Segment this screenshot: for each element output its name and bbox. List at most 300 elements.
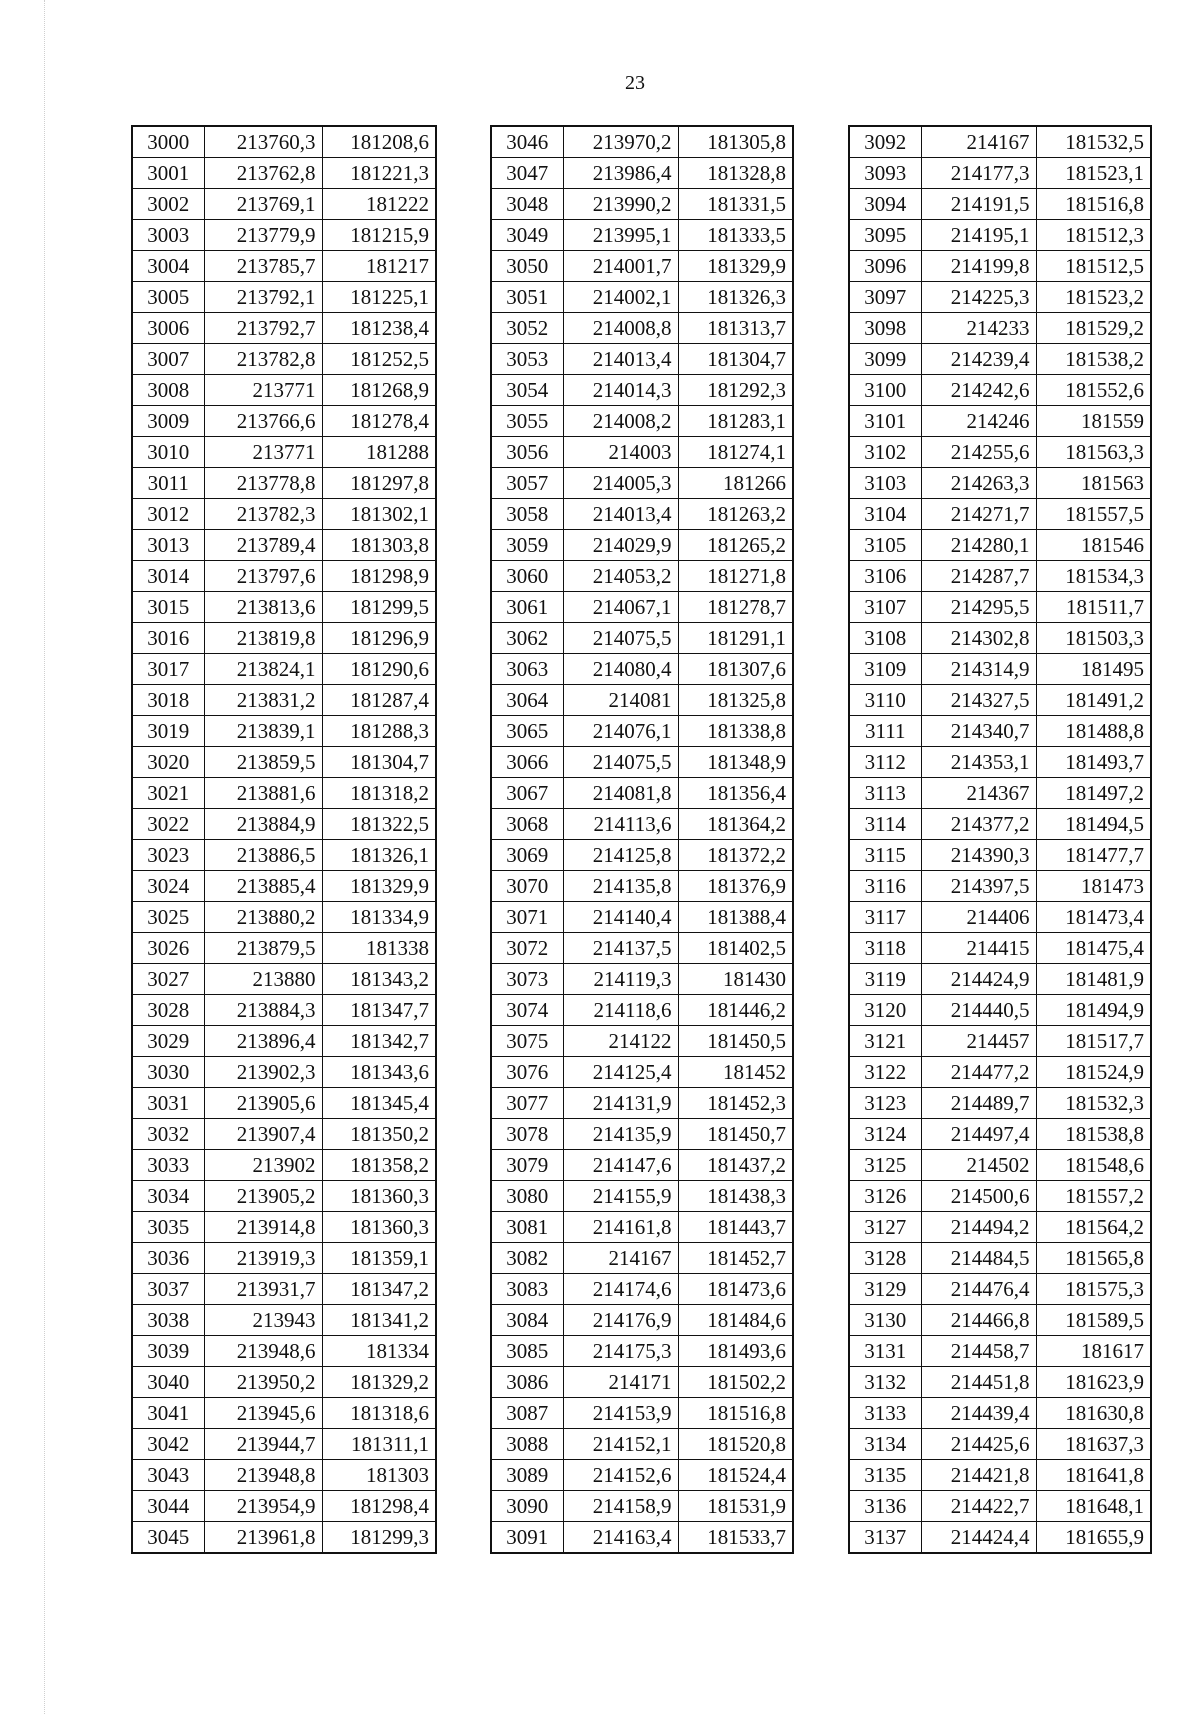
- y-coordinate-cell: 181552,6: [1036, 375, 1151, 406]
- point-number-cell: 3107: [849, 592, 921, 623]
- point-number-cell: 3063: [491, 654, 563, 685]
- x-coordinate-cell: 214451,8: [921, 1367, 1036, 1398]
- y-coordinate-cell: 181477,7: [1036, 840, 1151, 871]
- y-coordinate-cell: 181342,7: [322, 1026, 436, 1057]
- x-coordinate-cell: 213943: [204, 1305, 322, 1336]
- point-number-cell: 3108: [849, 623, 921, 654]
- y-coordinate-cell: 181338,8: [678, 716, 793, 747]
- point-number-cell: 3057: [491, 468, 563, 499]
- point-number-cell: 3000: [132, 126, 204, 158]
- x-coordinate-cell: 214353,1: [921, 747, 1036, 778]
- point-number-cell: 3010: [132, 437, 204, 468]
- x-coordinate-cell: 214484,5: [921, 1243, 1036, 1274]
- y-coordinate-cell: 181334,9: [322, 902, 436, 933]
- point-number-cell: 3089: [491, 1460, 563, 1491]
- y-coordinate-cell: 181215,9: [322, 220, 436, 251]
- point-number-cell: 3046: [491, 126, 563, 158]
- x-coordinate-cell: 214113,6: [563, 809, 678, 840]
- x-coordinate-cell: 213880,2: [204, 902, 322, 933]
- y-coordinate-cell: 181325,8: [678, 685, 793, 716]
- x-coordinate-cell: 214263,3: [921, 468, 1036, 499]
- x-coordinate-cell: 213785,7: [204, 251, 322, 282]
- table-row: [132, 1522, 436, 1554]
- point-number-cell: 3030: [132, 1057, 204, 1088]
- x-coordinate-cell: 214424,9: [921, 964, 1036, 995]
- table-row: [132, 592, 436, 623]
- x-coordinate-cell: 213986,4: [563, 158, 678, 189]
- table-row: [132, 654, 436, 685]
- point-number-cell: 3025: [132, 902, 204, 933]
- point-number-cell: 3088: [491, 1429, 563, 1460]
- point-number-cell: 3045: [132, 1522, 204, 1554]
- y-coordinate-cell: 181512,3: [1036, 220, 1151, 251]
- x-coordinate-cell: 214013,4: [563, 499, 678, 530]
- x-coordinate-cell: 213884,9: [204, 809, 322, 840]
- table-row: [849, 437, 1151, 468]
- point-number-cell: 3064: [491, 685, 563, 716]
- table-row: [849, 933, 1151, 964]
- y-coordinate-cell: 181225,1: [322, 282, 436, 313]
- table-row: [849, 1522, 1151, 1554]
- table-row: [491, 1026, 793, 1057]
- table-row: [491, 1460, 793, 1491]
- point-number-cell: 3112: [849, 747, 921, 778]
- x-coordinate-cell: 213905,2: [204, 1181, 322, 1212]
- point-number-cell: 3016: [132, 623, 204, 654]
- y-coordinate-cell: 181516,8: [678, 1398, 793, 1429]
- x-coordinate-cell: 213905,6: [204, 1088, 322, 1119]
- y-coordinate-cell: 181497,2: [1036, 778, 1151, 809]
- table-row: [132, 1026, 436, 1057]
- y-coordinate-cell: 181534,3: [1036, 561, 1151, 592]
- y-coordinate-cell: 181494,5: [1036, 809, 1151, 840]
- table-row: [849, 220, 1151, 251]
- x-coordinate-cell: 214246: [921, 406, 1036, 437]
- table-row: [491, 437, 793, 468]
- x-coordinate-cell: 213950,2: [204, 1367, 322, 1398]
- y-coordinate-cell: 181512,5: [1036, 251, 1151, 282]
- table-row: [132, 251, 436, 282]
- y-coordinate-cell: 181268,9: [322, 375, 436, 406]
- x-coordinate-cell: 213778,8: [204, 468, 322, 499]
- table-row: [132, 375, 436, 406]
- point-number-cell: 3090: [491, 1491, 563, 1522]
- point-number-cell: 3039: [132, 1336, 204, 1367]
- table-row: [132, 1398, 436, 1429]
- x-coordinate-cell: 214500,6: [921, 1181, 1036, 1212]
- x-coordinate-cell: 214135,9: [563, 1119, 678, 1150]
- y-coordinate-cell: 181304,7: [322, 747, 436, 778]
- x-coordinate-cell: 213907,4: [204, 1119, 322, 1150]
- table-row: [849, 1026, 1151, 1057]
- table-row: [849, 778, 1151, 809]
- table-row: [132, 1305, 436, 1336]
- point-number-cell: 3102: [849, 437, 921, 468]
- table-row: [491, 1243, 793, 1274]
- point-number-cell: 3037: [132, 1274, 204, 1305]
- x-coordinate-cell: 214302,8: [921, 623, 1036, 654]
- y-coordinate-cell: 181360,3: [322, 1181, 436, 1212]
- table-row: [132, 716, 436, 747]
- x-coordinate-cell: 214008,2: [563, 406, 678, 437]
- point-number-cell: 3097: [849, 282, 921, 313]
- x-coordinate-cell: 214476,4: [921, 1274, 1036, 1305]
- y-coordinate-cell: 181450,7: [678, 1119, 793, 1150]
- coordinate-table-3: [848, 125, 1152, 1554]
- y-coordinate-cell: 181347,7: [322, 995, 436, 1026]
- table-row: [849, 126, 1151, 158]
- table-row: [491, 344, 793, 375]
- x-coordinate-cell: 214125,4: [563, 1057, 678, 1088]
- table-row: [132, 437, 436, 468]
- x-coordinate-cell: 213902: [204, 1150, 322, 1181]
- table-row: [132, 1274, 436, 1305]
- x-coordinate-cell: 213789,4: [204, 530, 322, 561]
- table-row: [491, 530, 793, 561]
- x-coordinate-cell: 214225,3: [921, 282, 1036, 313]
- table-row: [849, 1274, 1151, 1305]
- point-number-cell: 3041: [132, 1398, 204, 1429]
- table-row: [132, 747, 436, 778]
- table-row: [849, 654, 1151, 685]
- x-coordinate-cell: 213779,9: [204, 220, 322, 251]
- y-coordinate-cell: 181329,9: [322, 871, 436, 902]
- y-coordinate-cell: 181376,9: [678, 871, 793, 902]
- table-row: [132, 468, 436, 499]
- x-coordinate-cell: 213914,8: [204, 1212, 322, 1243]
- table-row: [849, 1460, 1151, 1491]
- x-coordinate-cell: 214340,7: [921, 716, 1036, 747]
- x-coordinate-cell: 214466,8: [921, 1305, 1036, 1336]
- y-coordinate-cell: 181538,8: [1036, 1119, 1151, 1150]
- table-row: [491, 220, 793, 251]
- x-coordinate-cell: 214367: [921, 778, 1036, 809]
- point-number-cell: 3115: [849, 840, 921, 871]
- x-coordinate-cell: 214167: [563, 1243, 678, 1274]
- y-coordinate-cell: 181326,3: [678, 282, 793, 313]
- x-coordinate-cell: 213792,1: [204, 282, 322, 313]
- point-number-cell: 3055: [491, 406, 563, 437]
- point-number-cell: 3134: [849, 1429, 921, 1460]
- point-number-cell: 3109: [849, 654, 921, 685]
- table-row: [849, 251, 1151, 282]
- x-coordinate-cell: 214477,2: [921, 1057, 1036, 1088]
- table-row: [132, 623, 436, 654]
- point-number-cell: 3061: [491, 592, 563, 623]
- point-number-cell: 3124: [849, 1119, 921, 1150]
- x-coordinate-cell: 213896,4: [204, 1026, 322, 1057]
- table-row: [849, 313, 1151, 344]
- y-coordinate-cell: 181331,5: [678, 189, 793, 220]
- x-coordinate-cell: 213762,8: [204, 158, 322, 189]
- x-coordinate-cell: 214390,3: [921, 840, 1036, 871]
- table-row: [491, 1491, 793, 1522]
- x-coordinate-cell: 214489,7: [921, 1088, 1036, 1119]
- x-coordinate-cell: 214122: [563, 1026, 678, 1057]
- y-coordinate-cell: 181343,2: [322, 964, 436, 995]
- point-number-cell: 3082: [491, 1243, 563, 1274]
- y-coordinate-cell: 181523,2: [1036, 282, 1151, 313]
- table-row: [849, 809, 1151, 840]
- y-coordinate-cell: 181488,8: [1036, 716, 1151, 747]
- y-coordinate-cell: 181531,9: [678, 1491, 793, 1522]
- x-coordinate-cell: 213944,7: [204, 1429, 322, 1460]
- x-coordinate-cell: 214080,4: [563, 654, 678, 685]
- point-number-cell: 3111: [849, 716, 921, 747]
- y-coordinate-cell: 181529,2: [1036, 313, 1151, 344]
- point-number-cell: 3096: [849, 251, 921, 282]
- point-number-cell: 3101: [849, 406, 921, 437]
- table-row: [132, 995, 436, 1026]
- table-row: [491, 561, 793, 592]
- table-row: [491, 1367, 793, 1398]
- table-row: [491, 1150, 793, 1181]
- x-coordinate-cell: 214135,8: [563, 871, 678, 902]
- x-coordinate-cell: 214175,3: [563, 1336, 678, 1367]
- table-row: [849, 468, 1151, 499]
- x-coordinate-cell: 214158,9: [563, 1491, 678, 1522]
- table-row: [132, 282, 436, 313]
- y-coordinate-cell: 181503,3: [1036, 623, 1151, 654]
- y-coordinate-cell: 181307,6: [678, 654, 793, 685]
- table-row: [132, 158, 436, 189]
- x-coordinate-cell: 213782,8: [204, 344, 322, 375]
- y-coordinate-cell: 181329,9: [678, 251, 793, 282]
- point-number-cell: 3116: [849, 871, 921, 902]
- point-number-cell: 3071: [491, 902, 563, 933]
- y-coordinate-cell: 181348,9: [678, 747, 793, 778]
- point-number-cell: 3075: [491, 1026, 563, 1057]
- x-coordinate-cell: 214199,8: [921, 251, 1036, 282]
- y-coordinate-cell: 181637,3: [1036, 1429, 1151, 1460]
- point-number-cell: 3087: [491, 1398, 563, 1429]
- x-coordinate-cell: 214458,7: [921, 1336, 1036, 1367]
- point-number-cell: 3094: [849, 189, 921, 220]
- x-coordinate-cell: 214013,4: [563, 344, 678, 375]
- point-number-cell: 3074: [491, 995, 563, 1026]
- point-number-cell: 3068: [491, 809, 563, 840]
- x-coordinate-cell: 214125,8: [563, 840, 678, 871]
- table-row: [132, 406, 436, 437]
- y-coordinate-cell: 181589,5: [1036, 1305, 1151, 1336]
- table-row: [849, 530, 1151, 561]
- y-coordinate-cell: 181533,7: [678, 1522, 793, 1554]
- table-row: [849, 375, 1151, 406]
- point-number-cell: 3136: [849, 1491, 921, 1522]
- point-number-cell: 3051: [491, 282, 563, 313]
- table-row: [132, 1088, 436, 1119]
- y-coordinate-cell: 181326,1: [322, 840, 436, 871]
- x-coordinate-cell: 214171: [563, 1367, 678, 1398]
- x-coordinate-cell: 214147,6: [563, 1150, 678, 1181]
- y-coordinate-cell: 181299,3: [322, 1522, 436, 1554]
- y-coordinate-cell: 181516,8: [1036, 189, 1151, 220]
- x-coordinate-cell: 214421,8: [921, 1460, 1036, 1491]
- table-row: [491, 1522, 793, 1554]
- table-row: [491, 282, 793, 313]
- x-coordinate-cell: 214327,5: [921, 685, 1036, 716]
- point-number-cell: 3062: [491, 623, 563, 654]
- y-coordinate-cell: 181481,9: [1036, 964, 1151, 995]
- y-coordinate-cell: 181356,4: [678, 778, 793, 809]
- coordinate-table-2: [490, 125, 794, 1554]
- y-coordinate-cell: 181538,2: [1036, 344, 1151, 375]
- point-number-cell: 3052: [491, 313, 563, 344]
- table-row: [132, 1212, 436, 1243]
- point-number-cell: 3131: [849, 1336, 921, 1367]
- table-row: [491, 902, 793, 933]
- x-coordinate-cell: 214377,2: [921, 809, 1036, 840]
- x-coordinate-cell: 214287,7: [921, 561, 1036, 592]
- table-row: [849, 840, 1151, 871]
- y-coordinate-cell: 181299,5: [322, 592, 436, 623]
- y-coordinate-cell: 181388,4: [678, 902, 793, 933]
- x-coordinate-cell: 213990,2: [563, 189, 678, 220]
- table-row: [132, 685, 436, 716]
- point-number-cell: 3133: [849, 1398, 921, 1429]
- x-coordinate-cell: 214233: [921, 313, 1036, 344]
- table-row: [132, 809, 436, 840]
- table-row: [849, 1088, 1151, 1119]
- table-row: [132, 840, 436, 871]
- margin-rule: [44, 0, 45, 1714]
- y-coordinate-cell: 181563,3: [1036, 437, 1151, 468]
- point-number-cell: 3059: [491, 530, 563, 561]
- point-number-cell: 3137: [849, 1522, 921, 1554]
- point-number-cell: 3028: [132, 995, 204, 1026]
- x-coordinate-cell: 214242,6: [921, 375, 1036, 406]
- x-coordinate-cell: 213760,3: [204, 126, 322, 158]
- x-coordinate-cell: 213886,5: [204, 840, 322, 871]
- y-coordinate-cell: 181565,8: [1036, 1243, 1151, 1274]
- table-row: [132, 1150, 436, 1181]
- y-coordinate-cell: 181318,2: [322, 778, 436, 809]
- x-coordinate-cell: 214152,1: [563, 1429, 678, 1460]
- y-coordinate-cell: 181517,7: [1036, 1026, 1151, 1057]
- y-coordinate-cell: 181297,8: [322, 468, 436, 499]
- y-coordinate-cell: 181305,8: [678, 126, 793, 158]
- y-coordinate-cell: 181341,2: [322, 1305, 436, 1336]
- point-number-cell: 3126: [849, 1181, 921, 1212]
- point-number-cell: 3024: [132, 871, 204, 902]
- y-coordinate-cell: 181452,7: [678, 1243, 793, 1274]
- y-coordinate-cell: 181502,2: [678, 1367, 793, 1398]
- table-row: [849, 1336, 1151, 1367]
- table-row: [132, 871, 436, 902]
- x-coordinate-cell: 213948,8: [204, 1460, 322, 1491]
- point-number-cell: 3009: [132, 406, 204, 437]
- table-row: [491, 251, 793, 282]
- y-coordinate-cell: 181484,6: [678, 1305, 793, 1336]
- point-number-cell: 3033: [132, 1150, 204, 1181]
- x-coordinate-cell: 214002,1: [563, 282, 678, 313]
- point-number-cell: 3095: [849, 220, 921, 251]
- x-coordinate-cell: 214152,6: [563, 1460, 678, 1491]
- x-coordinate-cell: 214167: [921, 126, 1036, 158]
- table-row: [132, 1243, 436, 1274]
- y-coordinate-cell: 181452: [678, 1057, 793, 1088]
- x-coordinate-cell: 213831,2: [204, 685, 322, 716]
- point-number-cell: 3125: [849, 1150, 921, 1181]
- point-number-cell: 3040: [132, 1367, 204, 1398]
- point-number-cell: 3027: [132, 964, 204, 995]
- point-number-cell: 3042: [132, 1429, 204, 1460]
- point-number-cell: 3066: [491, 747, 563, 778]
- x-coordinate-cell: 214397,5: [921, 871, 1036, 902]
- point-number-cell: 3080: [491, 1181, 563, 1212]
- point-number-cell: 3086: [491, 1367, 563, 1398]
- table-row: [849, 871, 1151, 902]
- y-coordinate-cell: 181430: [678, 964, 793, 995]
- y-coordinate-cell: 181313,7: [678, 313, 793, 344]
- x-coordinate-cell: 213945,6: [204, 1398, 322, 1429]
- x-coordinate-cell: 214029,9: [563, 530, 678, 561]
- y-coordinate-cell: 181333,5: [678, 220, 793, 251]
- y-coordinate-cell: 181283,1: [678, 406, 793, 437]
- point-number-cell: 3053: [491, 344, 563, 375]
- y-coordinate-cell: 181296,9: [322, 623, 436, 654]
- point-number-cell: 3038: [132, 1305, 204, 1336]
- table-row: [849, 1491, 1151, 1522]
- point-number-cell: 3015: [132, 592, 204, 623]
- table-row: [849, 995, 1151, 1026]
- y-coordinate-cell: 181265,2: [678, 530, 793, 561]
- y-coordinate-cell: 181217: [322, 251, 436, 282]
- point-number-cell: 3002: [132, 189, 204, 220]
- table-row: [849, 561, 1151, 592]
- y-coordinate-cell: 181437,2: [678, 1150, 793, 1181]
- y-coordinate-cell: 181322,5: [322, 809, 436, 840]
- point-number-cell: 3069: [491, 840, 563, 871]
- x-coordinate-cell: 214239,4: [921, 344, 1036, 375]
- table-row: [491, 1181, 793, 1212]
- x-coordinate-cell: 214067,1: [563, 592, 678, 623]
- point-number-cell: 3029: [132, 1026, 204, 1057]
- point-number-cell: 3121: [849, 1026, 921, 1057]
- table-row: [849, 1119, 1151, 1150]
- point-number-cell: 3123: [849, 1088, 921, 1119]
- table-row: [491, 716, 793, 747]
- point-number-cell: 3050: [491, 251, 563, 282]
- table-row: [491, 1057, 793, 1088]
- x-coordinate-cell: 213884,3: [204, 995, 322, 1026]
- y-coordinate-cell: 181359,1: [322, 1243, 436, 1274]
- point-number-cell: 3098: [849, 313, 921, 344]
- y-coordinate-cell: 181360,3: [322, 1212, 436, 1243]
- x-coordinate-cell: 214191,5: [921, 189, 1036, 220]
- y-coordinate-cell: 181493,6: [678, 1336, 793, 1367]
- table-row: [849, 716, 1151, 747]
- table-row: [491, 995, 793, 1026]
- table-row: [491, 468, 793, 499]
- point-number-cell: 3135: [849, 1460, 921, 1491]
- point-number-cell: 3026: [132, 933, 204, 964]
- table-row: [132, 313, 436, 344]
- point-number-cell: 3093: [849, 158, 921, 189]
- page-number: 23: [625, 72, 645, 94]
- point-number-cell: 3099: [849, 344, 921, 375]
- x-coordinate-cell: 213782,3: [204, 499, 322, 530]
- table-row: [132, 1429, 436, 1460]
- point-number-cell: 3048: [491, 189, 563, 220]
- x-coordinate-cell: 213769,1: [204, 189, 322, 220]
- point-number-cell: 3076: [491, 1057, 563, 1088]
- point-number-cell: 3022: [132, 809, 204, 840]
- y-coordinate-cell: 181557,5: [1036, 499, 1151, 530]
- point-number-cell: 3081: [491, 1212, 563, 1243]
- y-coordinate-cell: 181524,9: [1036, 1057, 1151, 1088]
- table-row: [849, 1212, 1151, 1243]
